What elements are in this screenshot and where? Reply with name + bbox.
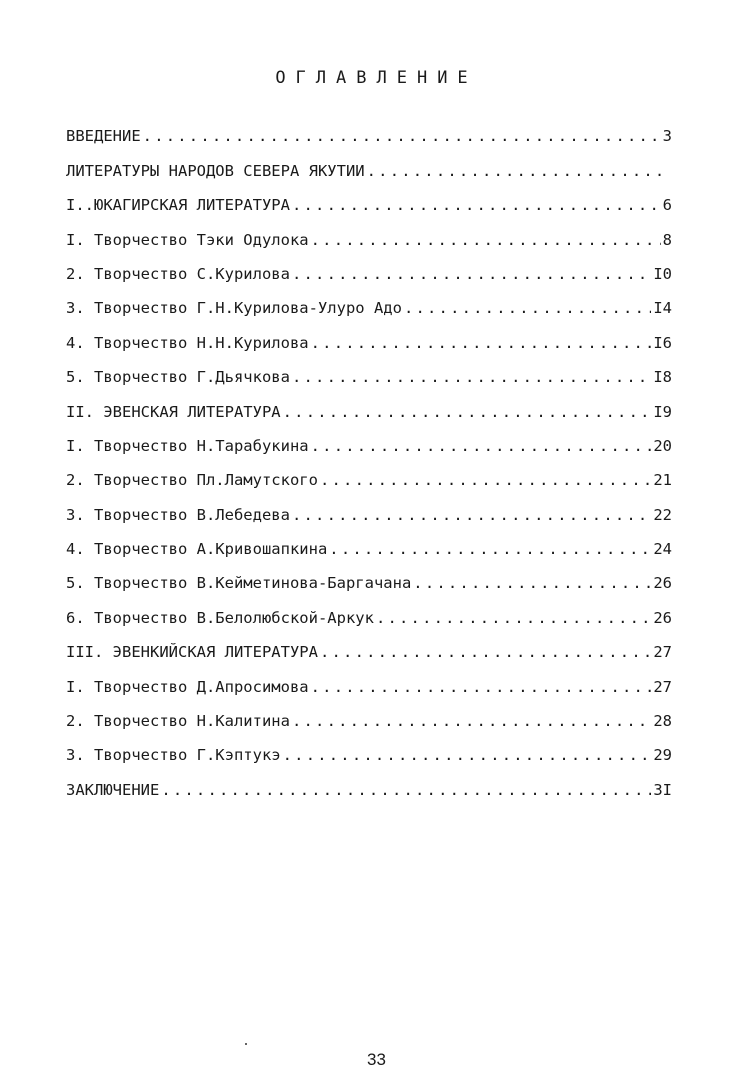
toc-entry-label: 3. Творчество Г.Н.Курилова-Улуро Адо [66,299,402,318]
toc-entry [66,628,672,662]
toc-entry [66,250,672,284]
toc-entry [66,662,672,696]
table-of-contents [66,112,672,800]
toc-entry-label: 6. Творчество В.Белолюбской-Аркук [66,608,374,627]
toc-entry-label: 5. Творчество Г.Дьячкова [66,368,290,387]
toc-leader-dots [413,573,651,593]
toc-leader-dots [292,195,661,215]
toc-leader-dots [161,780,651,800]
toc-leader-dots [320,642,651,662]
toc-entry [66,559,672,593]
toc-leader-dots [311,677,652,697]
toc-entry-page: 27 [653,677,672,696]
toc-leader-dots [292,711,651,731]
toc-leader-dots [311,333,652,353]
toc-entry-page: 22 [653,505,672,524]
toc-entry-page: 26 [653,574,672,593]
toc-entry [66,731,672,765]
toc-entry [66,697,672,731]
toc-entry [66,318,672,352]
toc-entry-page: I4 [653,299,672,318]
toc-entry-page: 3I [653,780,672,799]
toc-entry-label: 5. Творчество В.Кейметинова-Баргачана [66,574,412,593]
toc-leader-dots [283,745,652,765]
toc-entry [66,456,672,490]
toc-entry-label: ЛИТЕРАТУРЫ НАРОДОВ СЕВЕРА ЯКУТИИ [66,161,365,180]
toc-entry [66,146,672,180]
toc-leader-dots [283,402,652,422]
toc-entry-label: I. Творчество Н.Тарабукина [66,436,309,455]
toc-entry-page: 21 [653,471,672,490]
toc-entry [66,422,672,456]
toc-entry-page: 3 [662,127,672,146]
toc-entry-label: III. ЭВЕНКИЙСКАЯ ЛИТЕРАТУРА [66,643,318,662]
toc-entry [66,525,672,559]
toc-entry-label: 2. Творчество С.Курилова [66,264,290,283]
toc-entry-label: I..ЮКАГИРСКАЯ ЛИТЕРАТУРА [66,196,290,215]
toc-entry-page: I0 [653,264,672,283]
toc-leader-dots [376,608,651,628]
toc-entry-page: I6 [653,333,672,352]
toc-entry [66,284,672,318]
toc-leader-dots [320,470,651,490]
toc-entry [66,181,672,215]
toc-entry [66,387,672,421]
toc-leader-dots [367,161,662,181]
toc-entry-label: 4. Творчество Н.Н.Курилова [66,333,309,352]
toc-entry-page: I9 [653,402,672,421]
toc-entry-page: 6 [662,196,672,215]
toc-entry [66,593,672,627]
toc-leader-dots [404,298,651,318]
toc-entry-label: II. ЭВЕНСКАЯ ЛИТЕРАТУРА [66,402,281,421]
toc-leader-dots [311,230,661,250]
toc-entry-label: ВВЕДЕНИЕ [66,127,141,146]
toc-entry-label: 3. Творчество Г.Кэптукэ [66,746,281,765]
toc-entry-page: 24 [653,540,672,559]
toc-entry-label: 2. Творчество Пл.Ламутского [66,471,318,490]
toc-entry-page: 20 [653,436,672,455]
toc-leader-dots [292,505,651,525]
toc-entry-page: 26 [653,608,672,627]
toc-entry [66,215,672,249]
toc-entry-page: 28 [653,712,672,731]
toc-leader-dots [292,264,651,284]
scan-speck [245,1043,247,1045]
toc-entry [66,765,672,799]
toc-leader-dots [143,126,661,146]
toc-entry-page: 29 [653,746,672,765]
toc-leader-dots [311,436,652,456]
toc-leader-dots [329,539,651,559]
toc-entry-label: ЗАКЛЮЧЕНИЕ [66,780,160,799]
toc-entry [66,490,672,524]
toc-entry-page: I8 [653,368,672,387]
page-title: ОГЛАВЛЕНИЕ [275,68,478,88]
toc-entry [66,353,672,387]
toc-entry-label: I. Творчество Тэки Одулока [66,230,309,249]
page-number: 33 [367,1050,386,1069]
toc-entry-label: 4. Творчество А.Кривошапкина [66,540,328,559]
toc-entry [66,112,672,146]
toc-entry-page: 27 [653,643,672,662]
toc-entry-label: 2. Творчество Н.Калитина [66,712,290,731]
toc-entry-page: 8 [662,230,672,249]
toc-entry-label: 3. Творчество В.Лебедева [66,505,290,524]
toc-entry-label: I. Творчество Д.Апросимова [66,677,309,696]
toc-leader-dots [292,367,651,387]
